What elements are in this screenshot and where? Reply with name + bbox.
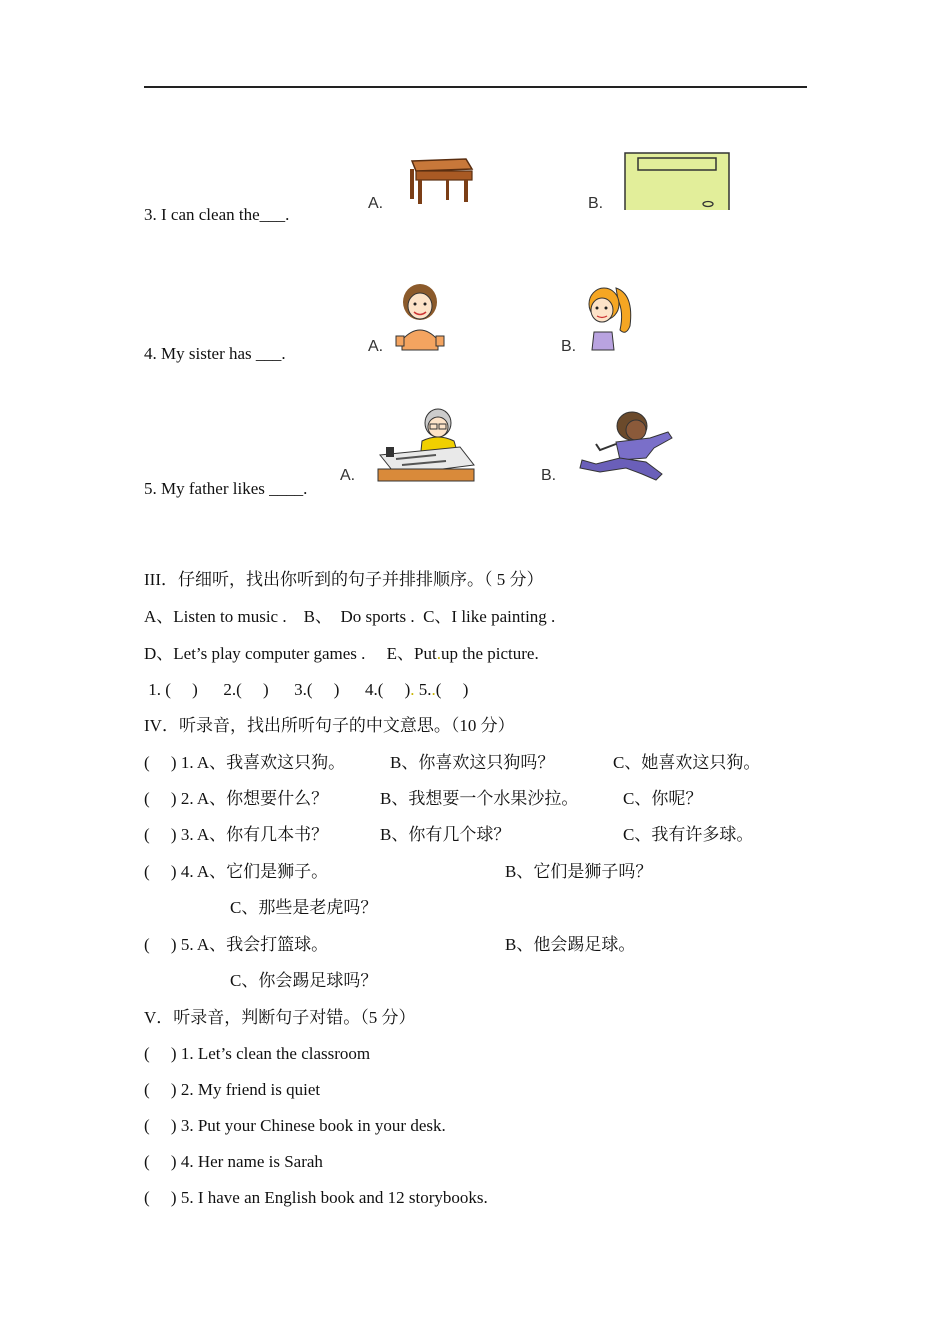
question-3-option-b-label: B. — [588, 195, 604, 212]
question-3-option-a-label: A. — [368, 195, 384, 212]
section-4-q5-option-c: C、你会踢足球吗？ — [230, 971, 378, 990]
girl-short-hair-image — [392, 280, 446, 354]
section-4-q3-option-a: ( ) 3. A、你有几本书？ — [144, 825, 329, 844]
question-4-stem: 4. My sister has ___. — [144, 344, 286, 363]
section-4-q2-option-a: ( ) 2. A、你想要什么？ — [144, 789, 329, 808]
section-4-q2-option-b: B、我想要一个水果沙拉。 — [380, 789, 579, 808]
desk-image — [406, 155, 474, 207]
section-4-q1-option-c: C、她喜欢这只狗。 — [613, 753, 761, 772]
section-4-q2-option-c: C、你呢？ — [623, 789, 703, 808]
section-4-q4-option-c: C、那些是老虎吗？ — [230, 898, 378, 917]
answer-blanks-1-4: 1. ( ) 2.( ) 3.( ) 4.( ) — [144, 680, 411, 699]
section-4-title: IV．听录音，找出所听句子的中文意思。（10 分） — [144, 716, 515, 735]
question-5-option-b-label: B. — [541, 467, 557, 484]
stray-dot-mark: . — [431, 680, 436, 699]
section-5-item-4: ( ) 4. Her name is Sarah — [144, 1152, 323, 1171]
question-5-stem: 5. My father likes ____. — [144, 479, 308, 498]
section-5-item-3: ( ) 3. Put your Chinese book in your desk. — [144, 1116, 446, 1135]
section-4-q4-option-b: B、它们是狮子吗？ — [505, 862, 653, 881]
boy-running-image — [576, 408, 680, 484]
section-5-item-2: ( ) 2. My friend is quiet — [144, 1080, 321, 1099]
section-4-q5-option-b: B、他会踢足球。 — [505, 935, 636, 954]
section-3-title: III．仔细听，找出你听到的句子并排排顺序。（ 5 分） — [144, 570, 544, 589]
section-5-item-5: ( ) 5. I have an English book and 12 storybooks. — [144, 1188, 488, 1207]
question-5-option-a-label: A. — [340, 467, 356, 484]
section-3-line-2-part-a: D、Let’s play computer games . E、Put — [144, 644, 437, 663]
section-4-q3-option-c: C、我有许多球。 — [623, 825, 754, 844]
question-4-option-b-label: B. — [561, 338, 577, 355]
stray-dot-mark: . — [410, 680, 415, 699]
answer-blank-5: ( ) — [435, 680, 469, 699]
section-3-options-line-2 — [144, 644, 539, 664]
question-3-stem: 3. I can clean the___. — [144, 205, 290, 224]
section-3-answer-blanks — [144, 680, 468, 700]
answer-blank-5-label: 5. — [414, 680, 432, 699]
girl-ponytail-image — [580, 282, 636, 352]
question-4-option-a-label: A. — [368, 338, 384, 355]
section-4-q3-option-b: B、你有几个球？ — [380, 825, 511, 844]
section-3-line-2-part-b: up the picture. — [440, 644, 539, 663]
section-5-title: V．听录音，判断句子对错。（5 分） — [144, 1008, 416, 1027]
section-4-q1-option-b: B、你喜欢这只狗吗？ — [390, 753, 555, 772]
section-3-options-line-1: A、Listen to music . B、 Do sports . C、I like painting . — [144, 607, 556, 626]
header-rule — [144, 86, 807, 88]
section-5-item-1: ( ) 1. Let’s clean the classroom — [144, 1044, 371, 1063]
door-image — [624, 152, 730, 210]
section-4-q4-option-a: ( ) 4. A、它们是狮子。 — [144, 862, 329, 881]
section-4-q5-option-a: ( ) 5. A、我会打篮球。 — [144, 935, 329, 954]
section-4-q1-option-a: ( ) 1. A、我喜欢这只狗。 — [144, 753, 346, 772]
stray-dot-mark: . — [436, 644, 441, 663]
man-painting-image — [376, 403, 476, 483]
